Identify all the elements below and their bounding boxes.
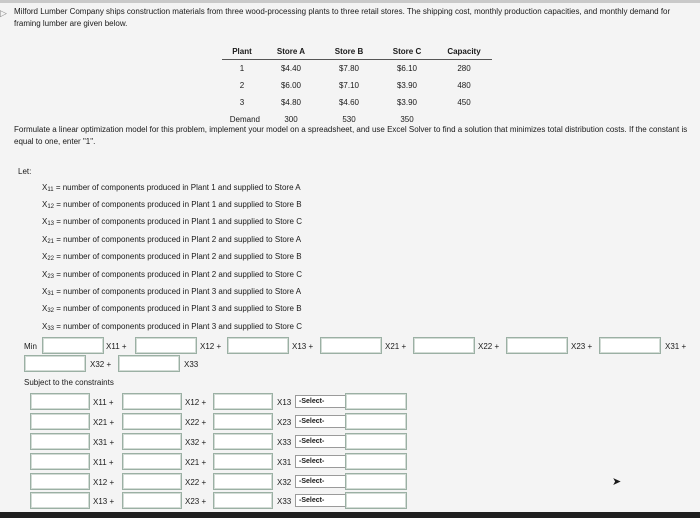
objective-term: X32 +	[90, 360, 112, 369]
constraint-term: X22 +	[185, 418, 207, 427]
top-edge	[0, 0, 700, 3]
objective-coefficient-input[interactable]	[42, 337, 104, 354]
constraint-term: X13 +	[93, 497, 115, 506]
variable-definition: X11 = number of components produced in Plant 1 and supplied to Store A	[42, 183, 301, 193]
constraint-term: X12 +	[93, 478, 115, 487]
constraint-coefficient-input[interactable]	[213, 433, 273, 450]
constraint-relation-select[interactable]: -Select-	[295, 415, 363, 428]
objective-term: X23 +	[571, 342, 593, 351]
constraint-term: X22 +	[185, 478, 207, 487]
objective-term: X31 +	[665, 342, 687, 351]
constraint-coefficient-input[interactable]	[213, 413, 273, 430]
variable-definition: X12 = number of components produced in Plant 1 and supplied to Store B	[42, 200, 302, 210]
table-cell: $7.80	[338, 64, 360, 73]
variable-definition: X31 = number of components produced in Plant 3 and supplied to Store A	[42, 287, 302, 297]
table-cell: 2	[239, 81, 245, 90]
table-row	[222, 77, 492, 94]
table-header-row	[222, 44, 492, 60]
variable-definition: X23 = number of components produced in Plant 2 and supplied to Store C	[42, 270, 302, 280]
table-cell: $6.00	[280, 81, 302, 90]
objective-coefficient-input[interactable]	[118, 355, 180, 372]
constraint-rhs-input[interactable]	[345, 393, 407, 410]
table-cell: $6.10	[396, 64, 418, 73]
constraint-term: X11 +	[93, 398, 114, 407]
constraint-coefficient-input[interactable]	[30, 433, 90, 450]
constraint-relation-select[interactable]: -Select-	[295, 475, 363, 488]
variable-definition: X22 = number of components produced in Plant 2 and supplied to Store B	[42, 252, 302, 262]
constraint-coefficient-input[interactable]	[213, 473, 273, 490]
table-row	[222, 94, 492, 111]
constraints-label: Subject to the constraints	[24, 378, 114, 387]
constraint-term: X23 +	[185, 497, 207, 506]
constraint-coefficient-input[interactable]	[30, 393, 90, 410]
table-cell: 450	[457, 98, 471, 107]
table-header: Store C	[378, 44, 436, 60]
constraint-coefficient-input[interactable]	[213, 492, 273, 509]
table-cell: $4.80	[280, 98, 302, 107]
constraint-coefficient-input[interactable]	[122, 492, 182, 509]
constraint-coefficient-input[interactable]	[122, 433, 182, 450]
problem-intro: Milford Lumber Company ships construction materials from three wood-processing plants to three retail stores. The shipping cost, monthly production capacities, and monthly demand for framing lumber are given below.	[14, 7, 671, 28]
constraint-term: X12 +	[185, 398, 207, 407]
constraint-coefficient-input[interactable]	[30, 473, 90, 490]
demand-cell: 530	[342, 115, 356, 124]
constraint-coefficient-input[interactable]	[122, 393, 182, 410]
formulate-instructions: Formulate a linear optimization model for this problem, implement your model on a spreadsheet, and use Excel Solver to find a solution that minimizes total distribution costs. If the constant is equal to one, enter "1".	[14, 125, 688, 146]
constraint-rhs-input[interactable]	[345, 492, 407, 509]
objective-coefficient-input[interactable]	[24, 355, 86, 372]
table-cell: 480	[457, 81, 471, 90]
constraint-rhs-input[interactable]	[345, 413, 407, 430]
mouse-cursor-icon: ➤	[612, 476, 622, 488]
table-cell: $7.10	[338, 81, 360, 90]
constraint-relation-select[interactable]: -Select-	[295, 494, 363, 507]
objective-term: X13 +	[292, 342, 314, 351]
constraint-rhs-input[interactable]	[345, 473, 407, 490]
constraint-term: X21 +	[93, 418, 115, 427]
constraint-term: X32	[277, 478, 292, 487]
objective-coefficient-input[interactable]	[227, 337, 289, 354]
triangle-right-icon: ▷	[0, 8, 7, 18]
constraint-term: X31 +	[93, 438, 115, 447]
variable-definition: X33 = number of components produced in Plant 3 and supplied to Store C	[42, 322, 302, 332]
constraint-coefficient-input[interactable]	[122, 413, 182, 430]
table-header: Plant	[222, 44, 262, 60]
demand-cell: 350	[400, 115, 414, 124]
variable-definition: X21 = number of components produced in Plant 2 and supplied to Store A	[42, 235, 302, 245]
objective-term: X11 +	[106, 342, 127, 351]
constraint-term: X13	[277, 398, 292, 407]
table-header: Store A	[262, 44, 320, 60]
constraint-term: X31	[277, 458, 292, 467]
constraint-coefficient-input[interactable]	[30, 453, 90, 470]
objective-coefficient-input[interactable]	[135, 337, 197, 354]
table-cell: $3.90	[396, 98, 418, 107]
constraint-relation-select[interactable]: -Select-	[295, 395, 363, 408]
constraint-coefficient-input[interactable]	[213, 393, 273, 410]
constraint-term: X32 +	[185, 438, 207, 447]
objective-term: X12 +	[200, 342, 222, 351]
table-cell: $4.40	[280, 64, 302, 73]
constraint-coefficient-input[interactable]	[30, 492, 90, 509]
constraint-coefficient-input[interactable]	[30, 413, 90, 430]
table-row	[222, 60, 492, 78]
variable-definition: X32 = number of components produced in Plant 3 and supplied to Store B	[42, 304, 302, 314]
table-header: Store B	[320, 44, 378, 60]
constraint-term: X11 +	[93, 458, 114, 467]
table-cell: 1	[239, 64, 245, 73]
bottom-edge	[0, 512, 700, 518]
constraint-term: X23	[277, 418, 292, 427]
objective-term: X21 +	[385, 342, 407, 351]
let-label: Let:	[18, 167, 32, 176]
constraint-term: X33	[277, 497, 292, 506]
objective-term: X22 +	[478, 342, 500, 351]
constraint-coefficient-input[interactable]	[122, 473, 182, 490]
min-label: Min	[24, 342, 37, 351]
objective-term: X33	[184, 360, 199, 369]
variable-definition: X13 = number of components produced in Plant 1 and supplied to Store C	[42, 217, 302, 227]
table-cell: 280	[457, 64, 471, 73]
objective-coefficient-input[interactable]	[506, 337, 568, 354]
constraint-coefficient-input[interactable]	[122, 453, 182, 470]
objective-coefficient-input[interactable]	[599, 337, 661, 354]
demand-cell: 300	[284, 115, 298, 124]
constraint-rhs-input[interactable]	[345, 453, 407, 470]
table-cell: $3.90	[396, 81, 418, 90]
table-cell: $4.60	[338, 98, 360, 107]
cost-table	[222, 44, 492, 128]
constraint-term: X21 +	[185, 458, 207, 467]
constraint-relation-select[interactable]: -Select-	[295, 455, 363, 468]
constraint-coefficient-input[interactable]	[213, 453, 273, 470]
constraint-relation-select[interactable]: -Select-	[295, 435, 363, 448]
table-header: Capacity	[436, 44, 492, 60]
table-cell: 3	[239, 98, 245, 107]
constraint-rhs-input[interactable]	[345, 433, 407, 450]
objective-coefficient-input[interactable]	[413, 337, 475, 354]
constraint-term: X33	[277, 438, 292, 447]
demand-label: Demand	[229, 115, 260, 124]
objective-coefficient-input[interactable]	[320, 337, 382, 354]
